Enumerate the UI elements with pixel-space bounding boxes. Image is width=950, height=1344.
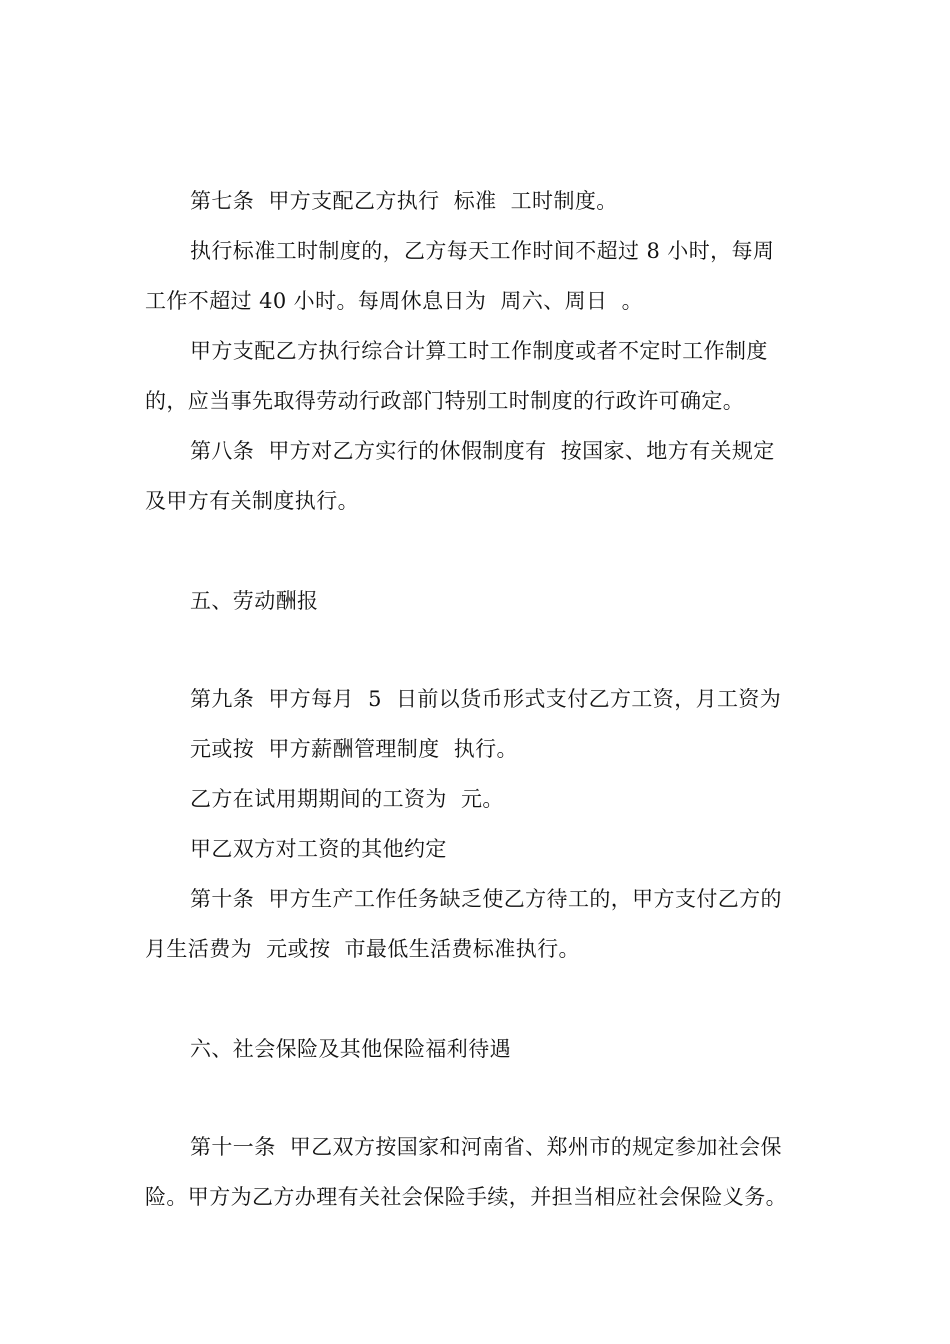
- article-10-line-2: 月生活费为 元或按 市最低生活费标准执行。: [145, 937, 580, 961]
- article-7-line: 第七条 甲方支配乙方执行 标准 工时制度。: [190, 189, 618, 213]
- article-9-line-1: 第九条 甲方每月 5 日前以货币形式支付乙方工资，月工资为: [190, 687, 782, 711]
- section-6-heading: 六、社会保险及其他保险福利待遇: [190, 1037, 511, 1061]
- probation-wage-line: 乙方在试用期期间的工资为 元。: [190, 787, 504, 811]
- article-8-line-1: 第八条 甲方对乙方实行的休假制度有 按国家、地方有关规定: [190, 439, 775, 463]
- special-hours-line-2: 的，应当事先取得劳动行政部门特别工时制度的行政许可确定。: [145, 389, 745, 413]
- standard-hours-line-2: 工作不超过 40 小时。每周休息日为 周六、周日 。: [145, 289, 643, 313]
- article-8-line-2: 及甲方有关制度执行。: [145, 489, 359, 513]
- special-hours-line-1: 甲方支配乙方执行综合计算工时工作制度或者不定时工作制度: [190, 339, 768, 363]
- standard-hours-line-1: 执行标准工时制度的，乙方每天工作时间不超过 8 小时，每周: [190, 239, 775, 263]
- section-5-heading: 五、劳动酬报: [190, 589, 319, 613]
- other-wage-agreement-line: 甲乙双方对工资的其他约定: [190, 837, 447, 861]
- article-11-line-2: 险。甲方为乙方办理有关社会保险手续，并担当相应社会保险义务。: [145, 1185, 787, 1209]
- article-11-line-1: 第十一条 甲乙双方按国家和河南省、郑州市的规定参加社会保: [190, 1135, 782, 1159]
- article-10-line-1: 第十条 甲方生产工作任务缺乏使乙方待工的，甲方支付乙方的: [190, 887, 782, 911]
- article-9-line-2: 元或按 甲方薪酬管理制度 执行。: [190, 737, 518, 761]
